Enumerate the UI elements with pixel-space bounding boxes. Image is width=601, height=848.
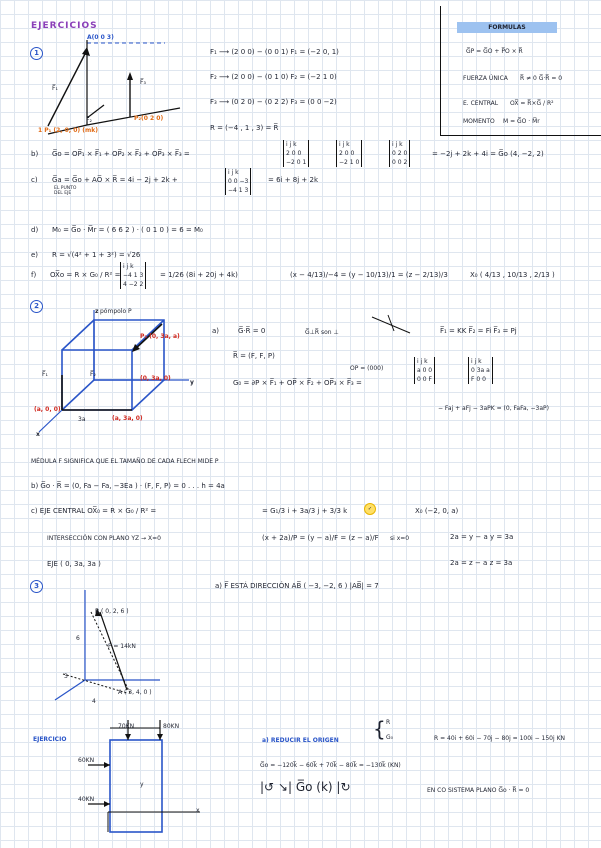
ex1-c-result: = 6i + 8j + 2k [268,176,319,184]
ex1-b-det-2: i j k 2 0 0 −2 1 0 [336,140,362,167]
ex2-a-label: a) [212,327,220,335]
ex4-brace: { [373,717,386,741]
axis-x-label: x [36,431,40,438]
ex1-e-equation: R = √(4² + 1 + 3²) = √26 [52,251,141,259]
page-title: EJERCICIOS [31,21,98,31]
ex2-a-eq1: G̅·R̅ = 0 [238,327,266,335]
ex1-d-equation: M₀ = G̅o · M̅r = ( 6 6 2 ) · ( 0 1 0 ) = 6 = M₀ [52,226,203,234]
ex1-f-det: i j k −4 1 3 4 −2 2 [120,262,146,289]
ex2-c-mid: = G₁/3 i + 3a/3 j + 3/3 k [262,507,348,515]
ex3-force: F = 14kN [108,643,136,650]
ex2-c-equation: c) EJE CENTRAL OX̅₀ = R × G₀ / R² = [31,507,157,515]
ex1-e-label: e) [31,251,39,259]
ex2-figure-label: pómpolo P [100,308,132,315]
p-030-coord-label: (0, 3a, 0) [140,375,171,382]
ex4-axis-y: y [140,781,144,788]
formula-2-label: FUERZA ÚNICA [463,75,508,82]
point-a-label: A(0 0 3) [87,34,114,41]
ex3-point-a: A ( 3, 4, 0 ) [118,689,152,696]
axis-z-label: z [95,308,99,315]
ex2-meaning: MÉDULA F SIGNIFICA QUE EL TAMAÑO DE CADA FLECH MIDE P [31,458,219,465]
ex1-line-f2: F₂ ⟶ (2 0 0) − (0 1 0) F₂ = (−2 1 0) [210,73,337,81]
ex1-f-label: f) [31,271,37,279]
load-70kn: 70KN [118,723,135,730]
ex2-intersection-x: si x=0 [390,535,410,542]
force-f2-label: F̅₂ [86,117,92,124]
point-p2-label: P₂(0 2 0) [134,115,164,122]
ex1-c-det: i j k 0 0 −3 −4 1 3 [225,168,251,195]
ex2-g-result: − Faj + aFj − 3aPK = (0, FaFa, −3aP) [438,405,549,412]
ex2-f1-label: F̅₁ [42,371,48,378]
p-a00-coord-label: (a, 0, 0) [34,406,61,413]
exercise-1-number: 1 [30,47,43,60]
ex2-intersection: INTERSECCIÓN CON PLANO YZ → X=0 [47,535,161,542]
ex1-f-x0: X₀ ( 4/13 , 10/13 , 2/13 ) [470,271,555,279]
p-a30-coord-label: (a, 3a, 0) [112,415,143,422]
ex1-c-label: c) [31,176,38,184]
ex1-line-f3: F₃ ⟶ (0 2 0) − (0 2 2) F₃ = (0 0 −2) [210,98,337,106]
ex1-f-mid: = 1/26 (8i + 20j + 4k) [160,271,238,279]
ex2-intersection-r2: 2a = z − a z = 3a [450,559,513,567]
formula-1: G̅P = G̅O + P̅O × R̅ [466,48,523,55]
ex2-g-det-1: i j k a 0 0 0 0 F [414,357,435,384]
ex1-c-equation: G̅a = G̅o + AO̅ × R̅ = 4i − 2j + 2k + [52,176,178,184]
exercise-2-number: 2 [30,300,43,313]
ex1-c-note: EL PUNTO DEL EJE [54,186,77,196]
ex2-op-note: OP = (000) [350,365,384,372]
ex2-g-det-2: i j k 0 3a a F 0 0 [468,357,493,384]
ex2-c-x0: X₀ (−2, 0, a) [415,507,459,515]
ex1-line-f1: F₁ ⟶ (2 0 0) − (0 0 1) F₁ = (−2 0, 1) [210,48,339,56]
highlight-mark: ✓ [364,503,376,515]
point-p1-label: 1 P₁ (2, 0, 0) (mk) [38,127,98,134]
ex4-r-equation: R = 40i + 60i − 70j − 80j = 100i − 150j KN [434,735,565,742]
formula-header: FORMULAS [457,22,557,33]
edge-3a-label: 3a [78,416,86,423]
force-f3-label: F̅₃ [140,79,146,86]
ex1-b-equation: G̅o = OP̅₁ × F̅₁ + OP̅₂ × F̅₂ + OP̅₃ × F̅₃ = [52,150,190,158]
ex2-intersection-eq: (x + 2a)/P = (y − a)/F = (z − a)/F [262,534,379,542]
ex2-forces: F̅₁ = KK F̅₂ = Fi F̅₃ = Pj [440,327,517,335]
ex1-b-det-3: i j k 0 2 0 0 0 2 [389,140,410,167]
ex2-intersection-r1: 2a = y − a y = 3a [450,533,514,541]
ex2-g-equation: G₀ = ∂P × F̅₁ + OP̅ × F̅₂ + OP̅₃ × F̅₃ = [233,379,362,387]
perpendicular-sketch [370,313,415,338]
ex2-f2-label: F̅₂ [90,371,96,378]
ex3-a-equation: a) F̅ ESTÁ DIRECCIÓN AB̅ ( −3, −2, 6 ) |AB̅| = 7 [215,582,379,590]
load-40kn: 40KN [78,796,95,803]
ex4-g-equation: G̅o = −120k̅ − 60k̅ + 70k̅ − 80k̅ = −130k̅ (KN) [260,762,401,769]
ex4-label: EJERCICIO [33,736,67,743]
ex4-axis-x: x [196,807,200,814]
ex3-side-4: 4 [92,698,96,705]
ex2-a-eq2: G̅⊥R̅ son ⊥ [305,329,339,336]
ex4-last: EN CO SISTEMA PLANO G̅o · R̅ = 0 [427,787,530,794]
ex4-brace-r: R [386,719,391,726]
ex4-brace-g: G₀ [386,734,394,741]
exercise-3-number: 3 [30,580,43,593]
axis-y-label: y [190,379,194,386]
ex1-f-equation: OX̅o = R × G₀ / R² = [50,271,121,279]
load-60kn: 60KN [78,757,95,764]
ex2-b-equation: b) G̅o · R̅ = (0, Fa − Fa, −3Ea ) · (F, F, P) = 0 . . . h = 4a [31,482,225,490]
ex4-a-equation: a) REDUCIR EL ORIGEN [262,737,339,744]
ex3-side-3: 3 [64,673,68,680]
p2-coord-label: P₂ (0, 3a, a) [140,333,180,340]
ex3-point-b: B ( 0, 2, 6 ) [95,608,129,615]
ex3-side-6: 6 [76,635,80,642]
ex1-b-det-1: i j k 2 0 0 −2 0 1 [283,140,309,167]
load-80kn: 80KN [163,723,180,730]
ex2-axis-eq: EJE ( 0, 3a, 3a ) [47,560,101,568]
force-f1-label: F̅₁ [52,85,58,92]
ex1-f-line: (x − 4/13)/−4 = (y − 10/13)/1 = (z − 2/13)/3 [290,271,448,279]
formula-3: OX̅ = R̅×G̅ / R² [510,100,554,107]
formula-4-label: MOMENTO [463,118,495,125]
formula-3-label: E. CENTRAL [463,100,499,107]
ex1-b-label: b) [31,150,39,158]
ex2-r-equation: R̅ = (F, F, P) [233,352,275,360]
formula-4: M = G̅O · M̅r [503,118,540,125]
ex4-symbols: |↺ ↘| G̅o (k) |↻ [260,780,351,794]
ex1-d-label: d) [31,226,39,234]
ex1-b-result: = −2j + 2k + 4i = G̅o (4, −2, 2) [432,150,544,158]
ex1-line-r: R = (−4 , 1 , 3) = R̅ [210,124,279,132]
formula-2: R̅ ≠ 0 G̅·R̅ = 0 [520,75,563,82]
